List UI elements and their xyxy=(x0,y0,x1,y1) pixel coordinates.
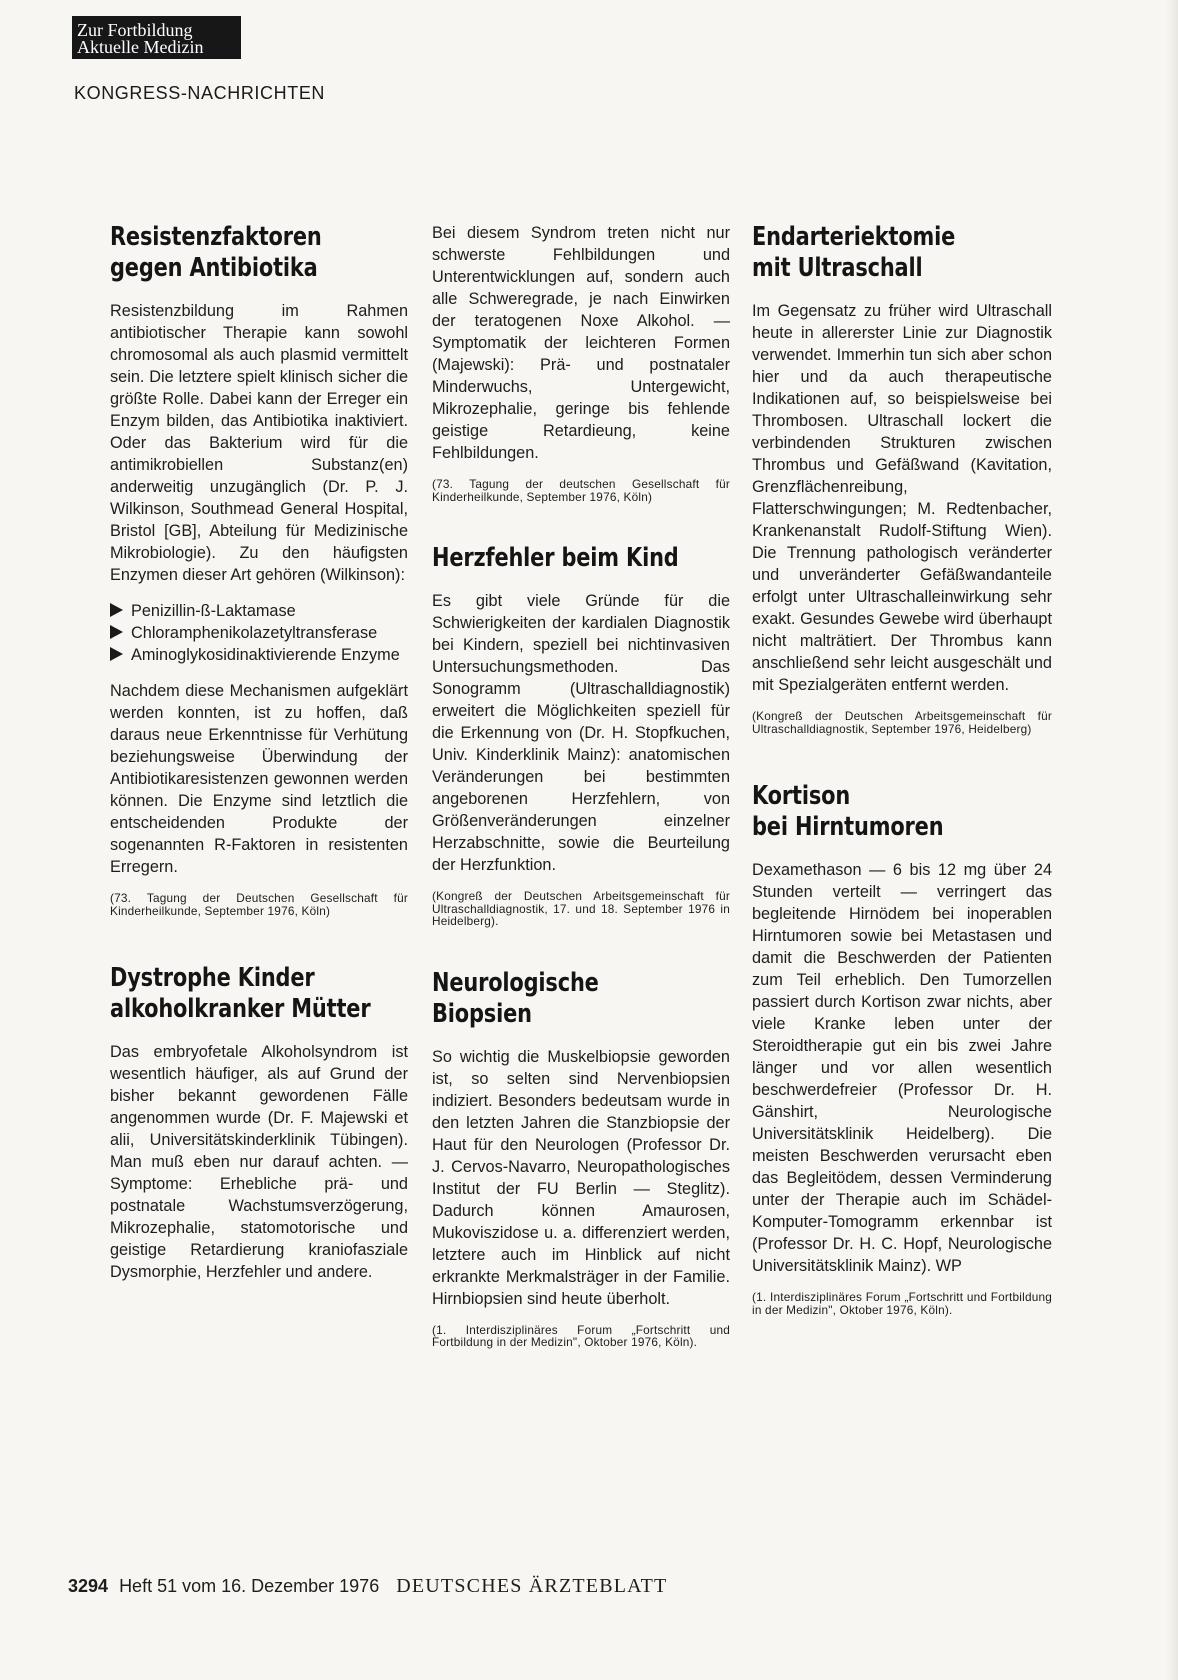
article-paragraph: Resistenzbildung im Rahmen antibiotischer Therapie kann sowohl chromosomal als auch plasmid vermittelt sein. Die letztere spielt klinisch sicher die größte Rolle. Dabei kann der Erreger ein Enzym bilden, das Antibiotika inaktiviert. Oder das Bakterium wird für die antimikrobiellen Substanz(en) anderweitig unzugänglich (Dr. P. J. Wilkinson, Southmead General Hospital, Bristol [GB], Abteilung für Medizinische Mikrobiologie). Zu den häufigsten Enzymen dieser Art gehören (Wilkinson): xyxy=(110,302,408,584)
title-line: Kortison xyxy=(752,781,851,811)
article-paragraph: Im Gegensatz zu früher wird Ultraschall heute in allererster Linie zur Diagnostik verwendet. Immerhin tun sich aber schon hier und da auch therapeutische Indikationen auf, so beispielsweise bei Thrombosen. Ultraschall lockert die verbindenden Strukturen zwischen Thrombus und Gefäßwand (Kavitation, Grenzflächenreibung, Flatterschwingungen; M. Redtenbacher, Krankenanstalt Rudolf-Stiftung Wien). Die Trennung pathologisch veränderter und unveränderter Gefäßwandanteile erfolgt unter Ultraschalleinwirkung sehr exakt. Gesundes Gewebe wird überhaupt nicht malträtiert. Der Thrombus kann anschließend sehr leicht ausgeschält und mit Spezialgeräten entfernt werden. xyxy=(752,302,1052,694)
article-endarteriektomie xyxy=(752,222,1052,735)
rubric-line-1: Zur Fortbildung xyxy=(77,20,193,40)
article-paragraph: Das embryofetale Alkoholsyndrom ist wesentlich häufiger, als auf Grund der bisher bekannt gewordenen Fälle angenommen wurde (Dr. F. Majewski et alii, Universitätskinderklinik Tübingen). Man muß eben nur darauf achten. — Symptome: Erhebliche prä- und postnatale Wachstumsverzögerung, Mikrozephalie, statomotorische und geistige Retardierung kraniofasziale Dysmorphie, Herzfehler und andere. xyxy=(110,1043,408,1281)
column-left xyxy=(110,222,408,1291)
title-line: bei Hirntumoren xyxy=(752,812,944,842)
title-line: Biopsien xyxy=(432,998,532,1029)
article-title xyxy=(110,222,354,284)
article-dystrophe-kinder xyxy=(110,963,408,1283)
list-item-text: Chloramphenikolazetyltransferase xyxy=(131,624,378,642)
article-paragraph: Bei diesem Syndrom treten nicht nur schwerste Fehlbildungen und Unterentwicklungen auf, sondern auch alle Schweregrade, je nach Einwirken der teratogenen Noxe Alkohol. — Symptomatik der leichteren Formen (Majewski): Prä- und postnataler Minderwuchs, Untergewicht, Mikrozephalie, geringe bis fehlende geistige Retardieung, keine Fehlbildungen. xyxy=(432,224,730,462)
page-number: 3294 xyxy=(68,1576,109,1596)
title-line: Endarteriektomie xyxy=(752,222,956,252)
article-resistenzfaktoren xyxy=(110,222,408,917)
enzyme-list xyxy=(110,600,408,666)
article-paragraph: Es gibt viele Gründe für die Schwierigkeiten der kardialen Diagnostik bei Kindern, speziell bei nichtinvasiven Untersuchungsmethoden. Das Sonogramm (Ultraschalldiagnostik) erweitert die Möglichkeiten speziell für die Erkennung von (Dr. H. Stopfkuchen, Univ. Kinderklinik Mainz): anatomischen Veränderungen bei bestimmten angeborenen Herzfehlern, von Größenveränderungen einzelner Herzabschnitte, sowie die Beurteilung der Herzfunktion. xyxy=(432,592,730,874)
list-item-text: Aminoglykosidinaktivierende Enzyme xyxy=(131,646,400,664)
article-paragraph: Nachdem diese Mechanismen aufgeklärt werden konnten, ist zu hoffen, daß daraus neue Erkenntnisse für Verhütung beziehungsweise Überwindung der Antibiotikaresistenzen gewonnen werden können. Die Enzyme sind letztlich die entscheidenden Produkte der sogenannten R-Faktoren in resistenten Erregern. xyxy=(110,682,408,876)
article-paragraph: So wichtig die Muskelbiopsie geworden ist, so selten sind Nervenbiopsien indiziert. Besonders bedeutsam wurde in den letzten Jahren die Stanzbiopsie der Haut für den Neurologen (Professor Dr. J. Cervos-Navarro, Neuropathologisches Institut der FU Berlin — Steglitz). Dadurch können Amaurosen, Mukoviszidose u. a. differenziert werden, letztere auch im Hinblick auf nicht erkrankte Merkmalsträger in der Familie. Hirnbiopsien sind heute überholt. xyxy=(432,1047,730,1308)
source-note: (73. Tagung der Deutschen Gesellschaft für Kinderheilkunde, September 1976, Köln) xyxy=(110,891,408,918)
page-footer xyxy=(68,1575,667,1598)
article-paragraph: Dexamethason — 6 bis 12 mg über 24 Stunden verteilt — verringert das begleitende Hirnödem bei inoperablen Hirntumoren sowie bei Metastasen und damit die Beschwerden der Patienten zum Teil erheblich. Den Tumorzellen passiert durch Kortison zwar nichts, aber viele Kranke leben unter der Steroidtherapie gut ein bis zwei Jahre länger und vor allen wesentlich beschwerdefreier (Professor Dr. H. Gänshirt, Neurologische Universitätsklinik Heidelberg). Die meisten Beschwerden verursacht eben das Begleitödem, dessen Verminderung unter der Therapie auch im Schädel-Komputer-Tomogramm erkennbar ist (Professor Dr. H. C. Hopf, Neurologische Universitätsklinik Mainz). WP xyxy=(752,861,1052,1275)
article-neurologische-biopsien xyxy=(432,968,730,1349)
title-line: gegen Antibiotika xyxy=(110,253,318,283)
source-note: (1. Interdisziplinäres Forum „Fortschritt und Fortbildung in der Medizin", Oktober 1976, Köln). xyxy=(432,1322,730,1349)
column-middle xyxy=(432,222,730,1349)
article-dystrophe-continued xyxy=(432,222,730,503)
article-kortison xyxy=(752,781,1052,1316)
title-line: Herzfehler beim Kind xyxy=(432,543,679,573)
list-item xyxy=(110,644,408,666)
article-title xyxy=(110,963,371,1025)
journal-name: DEUTSCHES ÄRZTEBLATT xyxy=(396,1575,668,1597)
page-edge-shadow xyxy=(1166,0,1178,1680)
triangle-bullet-icon xyxy=(110,647,123,661)
column-right xyxy=(752,222,1052,1316)
article-herzfehler xyxy=(432,543,730,928)
source-note: (Kongreß der Deutschen Arbeitsgemeinschaft für Ultraschalldiagnostik, 17. und 18. September 1976 in Heidelberg). xyxy=(432,889,730,928)
source-note: (1. Interdisziplinäres Forum „Fortschritt und Fortbildung in der Medizin", Oktober 1976, Köln). xyxy=(752,1290,1052,1317)
title-line: mit Ultraschall xyxy=(752,253,923,283)
article-title xyxy=(752,222,998,284)
title-line: Resistenzfaktoren xyxy=(110,222,322,252)
article-title xyxy=(752,781,998,843)
rubric-tag xyxy=(72,16,241,59)
rubric-line-2: Aktuelle Medizin xyxy=(77,37,204,57)
title-line: alkoholkranker Mütter xyxy=(110,994,371,1024)
list-item xyxy=(110,600,408,622)
article-title xyxy=(432,968,676,1030)
triangle-bullet-icon xyxy=(110,625,123,639)
section-label: KONGRESS-NACHRICHTEN xyxy=(74,83,326,103)
list-item xyxy=(110,622,408,644)
triangle-bullet-icon xyxy=(110,603,123,617)
title-line: Dystrophe Kinder xyxy=(110,963,315,993)
source-note: (73. Tagung der deutschen Gesellschaft für Kinderheilkunde, September 1976, Köln) xyxy=(432,477,730,504)
source-note: (Kongreß der Deutschen Arbeitsgemeinschaft für Ultraschalldiagnostik, September 1976, Heidelberg) xyxy=(752,709,1052,736)
issue-info: Heft 51 vom 16. Dezember 1976 xyxy=(119,1576,380,1596)
article-title xyxy=(432,543,679,574)
list-item-text: Penizillin-ß-Laktamase xyxy=(131,602,296,620)
title-line: Neurologische xyxy=(432,967,599,998)
